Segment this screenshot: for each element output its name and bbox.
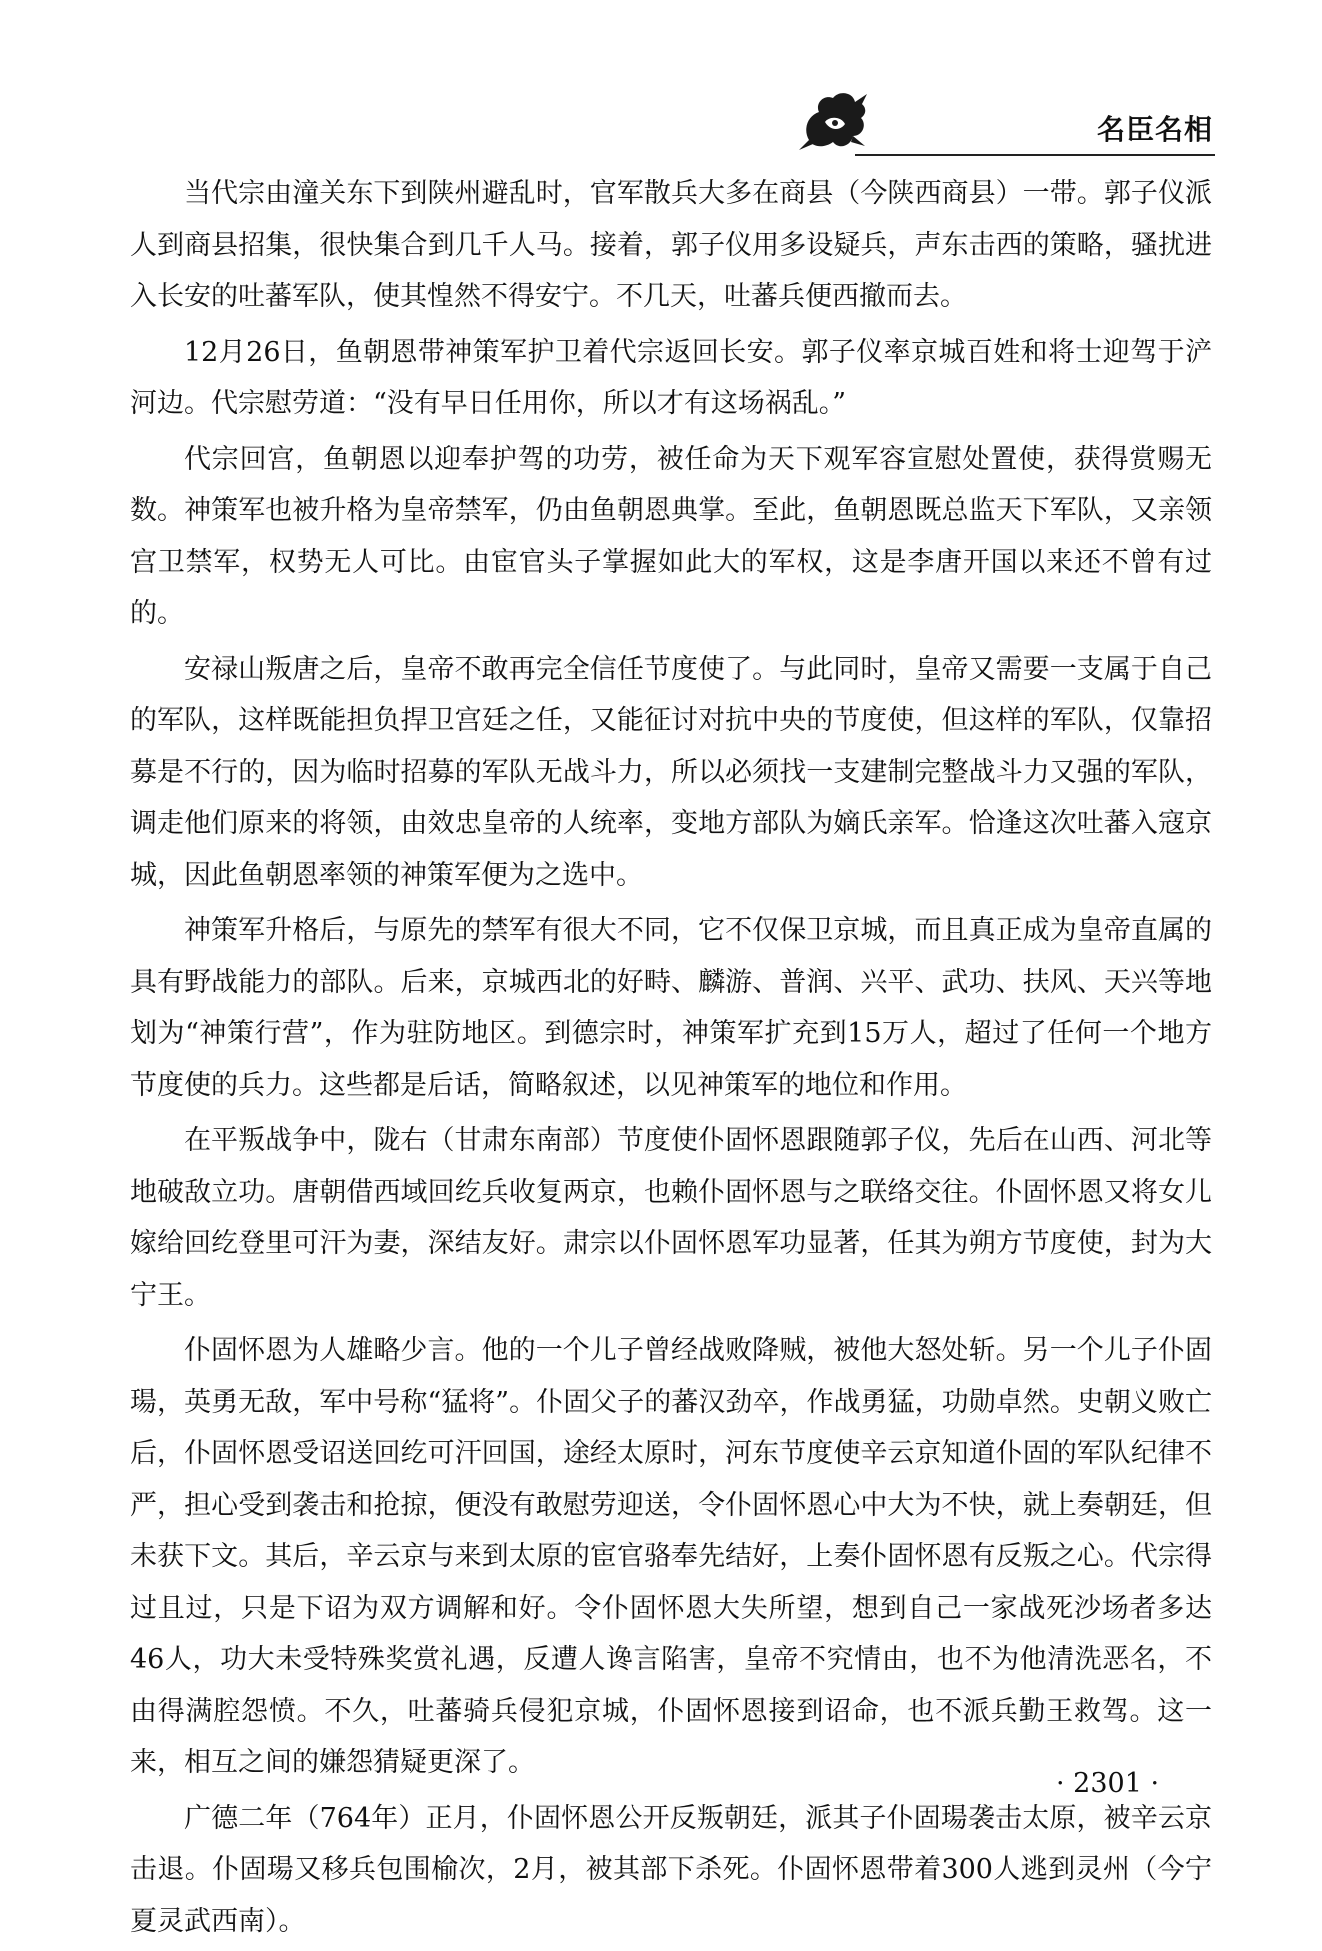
paragraph: 广德二年（764年）正月，仆固怀恩公开反叛朝廷，派其子仆固瑒袭击太原，被辛云京击退。仆固瑒又移兵包围榆次，2月，被其部下杀死。仆固怀恩带着300人逃到灵州（今宁夏灵武西南）。: [130, 1802, 1212, 1937]
paragraph: 12月26日，鱼朝恩带神策军护卫着代宗返回长安。郭子仪率京城百姓和将士迎驾于浐河边。代宗慰劳道：“没有早日任用你，所以才有这场祸乱。”: [130, 336, 1212, 419]
paragraph: 安禄山叛唐之后，皇帝不敢再完全信任节度使了。与此同时，皇帝又需要一支属于自己的军队，这样既能担负捍卫宫廷之任，又能征讨对抗中央的节度使，但这样的军队，仅靠招募是不行的，因为临时招募的军队无战斗力，所以必须找一支建制完整战斗力又强的军队，调走他们原来的将领，由效忠皇帝的人统率，变地方部队为嫡氏亲军。恰逢这次吐蕃入寇京城，因此鱼朝恩率领的神策军便为之选中。: [130, 653, 1212, 891]
dragon-emblem-icon: [795, 82, 875, 162]
page-header: [795, 82, 1215, 162]
paragraph: 在平叛战争中，陇右（甘肃东南部）节度使仆固怀恩跟随郭子仪，先后在山西、河北等地破敌立功。唐朝借西域回纥兵收复两京，也赖仆固怀恩与之联络交往。仆固怀恩又将女儿嫁给回纥登里可汗为妻，深结友好。肃宗以仆固怀恩军功显著，任其为朔方节度使，封为大宁王。: [130, 1125, 1212, 1311]
paragraph: 代宗回宫，鱼朝恩以迎奉护驾的功劳，被任命为天下观军容宣慰处置使，获得赏赐无数。神策军也被升格为皇帝禁军，仍由鱼朝恩典掌。至此，鱼朝恩既总监天下军队，又亲领宫卫禁军，权势无人可比。由宦官头子掌握如此大的军权，这是李唐开国以来还不曾有过的。: [130, 443, 1212, 629]
paragraph: 神策军升格后，与原先的禁军有很大不同，它不仅保卫京城，而且真正成为皇帝直属的具有野战能力的部队。后来，京城西北的好畤、麟游、普润、兴平、武功、扶风、天兴等地划为“神策行营”，作为驻防地区。到德宗时，神策军扩充到15万人，超过了任何一个地方节度使的兵力。这些都是后话，简略叙述，以见神策军的地位和作用。: [130, 915, 1212, 1101]
paragraph: 仆固怀恩为人雄略少言。他的一个儿子曾经战败降贼，被他大怒处斩。另一个儿子仆固瑒，英勇无敌，军中号称“猛将”。仆固父子的蕃汉劲卒，作战勇猛，功勋卓然。史朝义败亡后，仆固怀恩受诏送回纥可汗回国，途经太原时，河东节度使辛云京知道仆固的军队纪律不严，担心受到袭击和抢掠，便没有敢慰劳迎送，令仆固怀恩心中大为不快，就上奏朝廷，但未获下文。其后，辛云京与来到太原的宦官骆奉先结好，上奏仆固怀恩有反叛之心。代宗得过且过，只是下诏为双方调解和好。令仆固怀恩大失所望，想到自己一家战死沙场者多达46人，功大未受特殊奖赏礼遇，反遭人谗言陷害，皇帝不究情由，也不为他清洗恶名，不由得满腔怨愤。不久，吐蕃骑兵侵犯京城，仆固怀恩接到诏命，也不派兵勤王救驾。这一来，相互之间的嫌怨猜疑更深了。: [130, 1335, 1212, 1778]
paragraph: 当代宗由潼关东下到陕州避乱时，官军散兵大多在商县（今陕西商县）一带。郭子仪派人到商县招集，很快集合到几千人马。接着，郭子仪用多设疑兵，声东击西的策略，骚扰进入长安的吐蕃军队，使其惶然不得安宁。不几天，吐蕃兵便西撤而去。: [130, 178, 1212, 312]
body-text: [130, 168, 1212, 1951]
section-title: 名臣名相: [1096, 113, 1213, 146]
header-rule: [855, 154, 1215, 156]
page-number: · 2301 ·: [1056, 1768, 1160, 1799]
